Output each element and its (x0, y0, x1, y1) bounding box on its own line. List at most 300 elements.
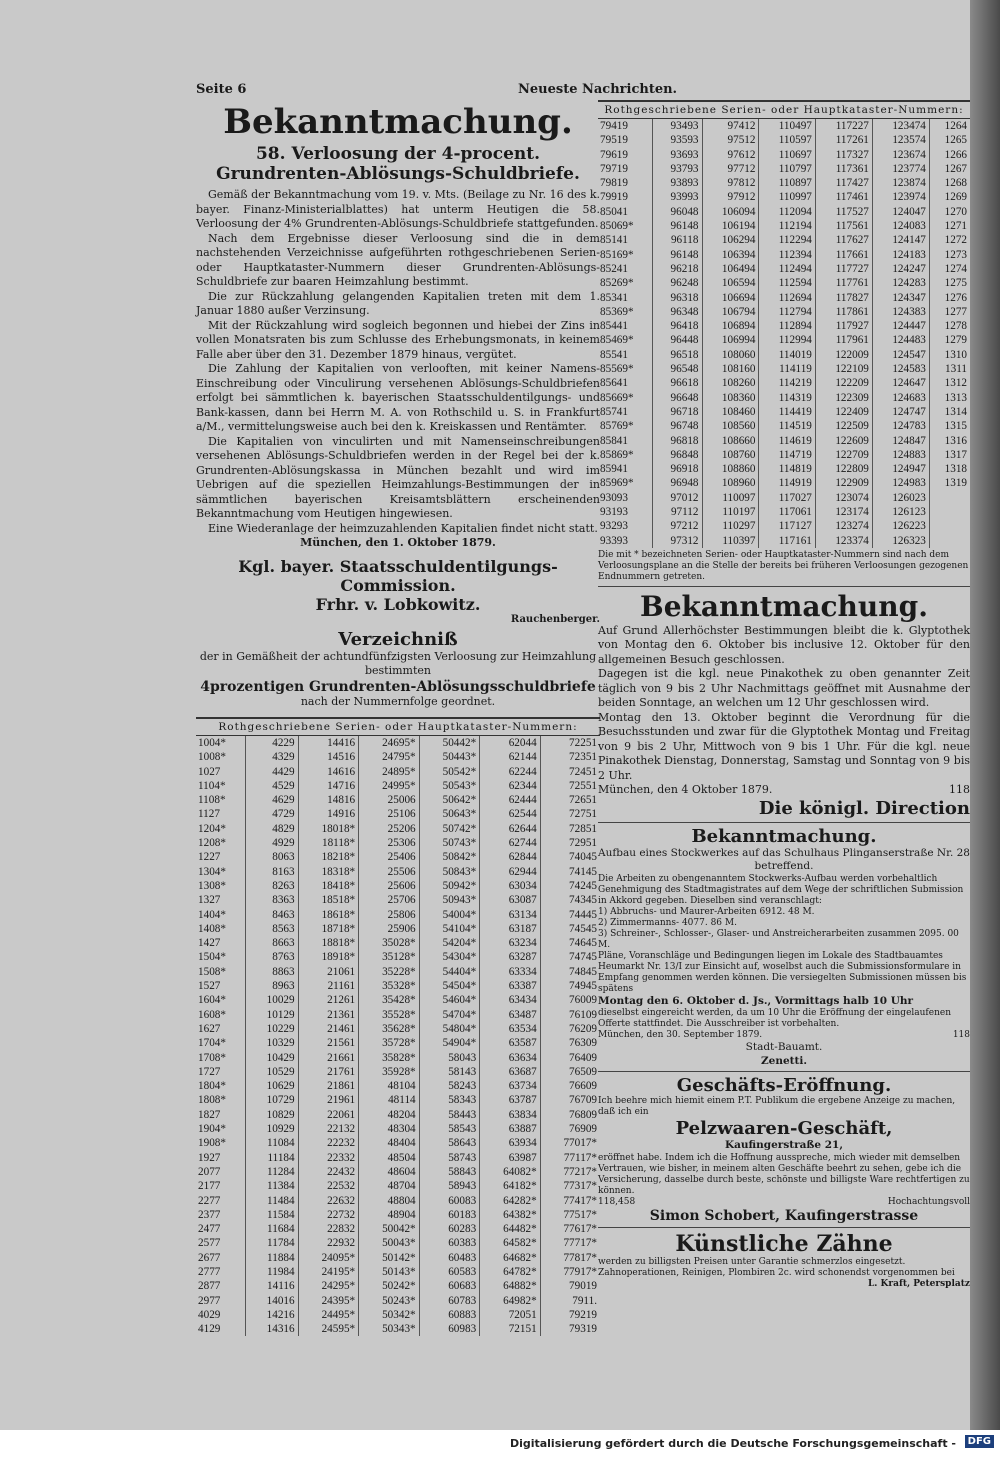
table-cell: 96818 (653, 434, 702, 448)
table-cell: 1704* (198, 1037, 226, 1050)
table-cell: 72051 (480, 1308, 541, 1322)
table-row (196, 1222, 600, 1236)
announcement-paragraph: Die zur Rückzahlung gelangenden Kapitalien treten mit dem 1. Januar 1880 außer Verzinsung. (196, 289, 600, 317)
table-cell: 48104 (359, 1079, 420, 1093)
table-cell: 1208* (198, 837, 226, 850)
table-cell: 18618* (298, 908, 359, 922)
table-cell: 114619 (759, 434, 815, 448)
table-cell: 18018* (298, 822, 359, 836)
table-cell: 108260 (702, 376, 759, 390)
table-cell: 124483 (872, 333, 929, 347)
table-cell: 35628* (359, 1022, 420, 1036)
table-cell: 1608* (198, 1008, 226, 1021)
table-cell: 2977 (198, 1294, 221, 1307)
table-row (598, 291, 970, 305)
table-cell: 110197 (702, 505, 759, 519)
table-cell: 10529 (246, 1065, 298, 1079)
table-cell: 1273 (929, 248, 970, 262)
table-cell: 85969* (600, 477, 634, 490)
table-cell: 63434 (480, 993, 541, 1007)
newspaper-name: Neueste Nachrichten. (518, 82, 678, 97)
table-cell: 64482* (480, 1222, 541, 1236)
table-cell: 8063 (246, 850, 298, 864)
table-cell: 117061 (759, 505, 815, 519)
ad3-number: 118,458 (598, 1196, 636, 1207)
table-cell: 35428* (359, 993, 420, 1007)
table-cell: 63387 (480, 979, 541, 993)
table-cell: 117227 (815, 119, 872, 133)
table-cell: 24595* (298, 1322, 359, 1336)
table-row (598, 190, 970, 204)
table-cell: 114519 (759, 419, 815, 433)
table-cell: 62044 (480, 736, 541, 750)
table-cell: 117161 (759, 534, 815, 548)
table-cell: 54904* (419, 1036, 480, 1050)
table-cell: 64782* (480, 1265, 541, 1279)
table-row (196, 993, 600, 1007)
table-cell: 54704* (419, 1008, 480, 1022)
table-cell: 122709 (815, 448, 872, 462)
table-cell: 50142* (359, 1251, 420, 1265)
table-cell: 72651 (540, 793, 600, 807)
table-cell: 74145 (540, 865, 600, 879)
table-cell: 85741 (600, 405, 628, 418)
table-cell: 122509 (815, 419, 872, 433)
table-row (196, 922, 600, 936)
table-cell: 76109 (540, 1008, 600, 1022)
table-cell: 96648 (653, 391, 702, 405)
table-row (196, 979, 600, 993)
announcement-paragraph: Die Kapitalien von vinculirten und mit Namenseinschreibungen versehenen Ablösungs-Schuldbriefen werden in der Regel bei der k. Grundrenten-Ablösungskassa in München bezahlt und wird im Uebrigen auf die speziellen Heimzahlungs-Bestimmungen der in sämmtlichen bayerischen Kreisamtsblättern erscheinenden Bekanntmachung vom Heutigen hingewiesen. (196, 434, 600, 520)
table-cell: 124383 (872, 305, 929, 319)
table-cell: 11684 (246, 1222, 298, 1236)
table-cell: 77217* (540, 1165, 600, 1179)
list-subtitle: der in Gemäßheit der achtundfünfzigsten Verloosung zur Heimzahlung bestimmten (199, 649, 597, 677)
table-cell: 1267 (929, 162, 970, 176)
table-cell: 74545 (540, 922, 600, 936)
table-cell: 60183 (419, 1208, 480, 1222)
table-cell: 96418 (653, 319, 702, 333)
table-cell: 97212 (653, 519, 702, 533)
table-cell: 1310 (929, 348, 970, 362)
table-cell: 1627 (198, 1022, 221, 1035)
table-row (196, 1208, 600, 1222)
table-cell: 108760 (702, 448, 759, 462)
table-cell: 25306 (359, 836, 420, 850)
table-cell: 85869* (600, 448, 634, 461)
table-cell: 96048 (653, 205, 702, 219)
table-cell: 4129 (198, 1323, 221, 1336)
table-cell: 96518 (653, 348, 702, 362)
table-cell: 126123 (872, 505, 929, 519)
table-cell: 1319 (929, 476, 970, 490)
table-cell: 124083 (872, 219, 929, 233)
left-number-table (196, 736, 600, 1336)
table-cell: 11984 (246, 1265, 298, 1279)
table-cell: 74245 (540, 879, 600, 893)
table-row (196, 1136, 600, 1150)
table-cell: 106094 (702, 205, 759, 219)
ad2-text: Die Arbeiten zu obengenanntem Stockwerks-Aufbau werden vorbehaltlich Genehmigung des Stadtmagistrates auf dem Wege der schriftlichen Submission in Akkord gegeben. Dieselben sind veranschlagt: (598, 873, 964, 906)
table-cell: 14216 (246, 1308, 298, 1322)
table-cell: 72551 (540, 779, 600, 793)
table-cell: 24895* (359, 765, 420, 779)
table-cell: 97312 (653, 534, 702, 548)
table-cell: 25406 (359, 850, 420, 864)
table-cell: 60683 (419, 1279, 480, 1293)
table-cell: 63187 (480, 922, 541, 936)
table-cell: 50943* (419, 893, 480, 907)
table-cell: 7911. (540, 1294, 600, 1308)
table-cell: 1204* (198, 822, 226, 835)
table-row (196, 1308, 600, 1322)
clerk-name: Rauchenberger. (510, 613, 600, 625)
table-cell: 124883 (872, 448, 929, 462)
table-cell: 93493 (653, 119, 702, 133)
table-row (196, 750, 600, 764)
table-cell: 14016 (246, 1294, 298, 1308)
table-cell: 123074 (815, 491, 872, 505)
table-cell: 117727 (815, 262, 872, 276)
table-cell: 63034 (480, 879, 541, 893)
table-cell: 106594 (702, 276, 759, 290)
table-cell: 2377 (198, 1208, 221, 1221)
ad3-text: Ich beehre mich hiemit einem P.T. Publikum die ergebene Anzeige zu machen, daß ich ein (598, 1096, 956, 1118)
table-row (598, 219, 970, 233)
table-cell: 58543 (419, 1122, 480, 1136)
ad1-number: 118 (949, 783, 970, 797)
table-row (196, 893, 600, 907)
table-cell: 1265 (929, 133, 970, 147)
table-cell: 22732 (298, 1208, 359, 1222)
table-cell: 77117* (540, 1151, 600, 1165)
table-cell: 96248 (653, 276, 702, 290)
table-cell: 58743 (419, 1151, 480, 1165)
table-cell: 8363 (246, 893, 298, 907)
table-cell: 106294 (702, 233, 759, 247)
table-cell: 106694 (702, 291, 759, 305)
table-cell: 54804* (419, 1022, 480, 1036)
table-cell: 79519 (600, 134, 628, 147)
table-cell: 14916 (298, 807, 359, 821)
table-cell: 1315 (929, 419, 970, 433)
table-cell: 72351 (540, 750, 600, 764)
table-cell: 96148 (653, 248, 702, 262)
book-spine (970, 0, 1000, 1430)
ad2-number: 118 (952, 1030, 970, 1041)
table-cell: 22432 (298, 1165, 359, 1179)
table-cell: 50242* (359, 1279, 420, 1293)
table-cell: 74645 (540, 936, 600, 950)
table-row (598, 262, 970, 276)
table-cell: 63134 (480, 908, 541, 922)
table-cell: 10729 (246, 1093, 298, 1107)
table-cell: 97412 (702, 119, 759, 133)
table-cell: 10329 (246, 1036, 298, 1050)
table-cell: 124747 (872, 405, 929, 419)
table-cell: 14616 (298, 765, 359, 779)
table-cell: 79819 (600, 177, 628, 190)
table-cell: 14116 (246, 1279, 298, 1293)
table-cell: 14316 (246, 1322, 298, 1336)
table-cell: 1708* (198, 1051, 226, 1064)
table-cell: 25706 (359, 893, 420, 907)
table-cell: 97612 (702, 148, 759, 162)
table-cell: 124283 (872, 276, 929, 290)
table-cell: 124947 (872, 462, 929, 476)
table-cell: 114719 (759, 448, 815, 462)
table-cell: 48114 (359, 1093, 420, 1107)
table-cell: 2177 (198, 1180, 221, 1193)
table-cell: 96948 (653, 476, 702, 490)
table-cell: 63834 (480, 1108, 541, 1122)
table-cell: 14816 (298, 793, 359, 807)
table-cell: 1313 (929, 391, 970, 405)
table-cell: 50342* (359, 1308, 420, 1322)
table-cell: 11584 (246, 1208, 298, 1222)
announcement-paragraph: Eine Wiederanlage der heimzuzahlenden Kapitalien findet nicht statt. (208, 521, 598, 535)
table-cell: 93293 (600, 520, 628, 533)
table-cell: 1276 (929, 291, 970, 305)
table-cell: 96548 (653, 362, 702, 376)
table-cell: 60583 (419, 1265, 480, 1279)
table-cell: 62944 (480, 865, 541, 879)
table-cell (929, 491, 970, 505)
table-cell: 48504 (359, 1151, 420, 1165)
table-cell: 62444 (480, 793, 541, 807)
table-cell: 24495* (298, 1308, 359, 1322)
table-cell: 2277 (198, 1194, 221, 1207)
table-cell: 48304 (359, 1122, 420, 1136)
table-cell: 1266 (929, 148, 970, 162)
announcement-body (196, 188, 600, 536)
table-cell: 25606 (359, 879, 420, 893)
table-cell: 93393 (600, 534, 628, 547)
table-cell: 10029 (246, 993, 298, 1007)
table-cell: 79919 (600, 191, 628, 204)
table-cell: 76009 (540, 993, 600, 1007)
table-cell: 122109 (815, 362, 872, 376)
table-row (598, 162, 970, 176)
table-row (196, 779, 600, 793)
table-cell: 60383 (419, 1236, 480, 1250)
announcement-paragraph: Die Zahlung der Kapitalien von verlooften, mit keiner Namens-Einschreibung oder Vinculirung versehenen Ablösungs-Schuldbriefen erfolgt bei sämmtlichen k. bayerischen Staatsschuldentilgungs- und Bank-kassen, dann bei Herrn M. A. von Rothschild u. S. in Frankfurt a/M., vermittelungsweise auch bei den k. Kreiskassen und Rentämter. (196, 362, 600, 433)
table-cell: 117861 (815, 305, 872, 319)
table-cell: 48804 (359, 1194, 420, 1208)
table-cell: 8563 (246, 922, 298, 936)
ad1-signature: Die königl. Direction (758, 797, 970, 819)
table-cell: 64082* (480, 1165, 541, 1179)
table-cell: 1304* (198, 865, 226, 878)
ad3-text2: eröffnet habe. Indem ich die Hoffnung ausspreche, mich wieder mit demselben Vertrauen, wie bisher, in meinem alten Geschäfte beehrt zu sehen, gebe ich die Versicherung, dasselbe durch beste, schönste und billigste Ware rechtfertigen zu können. (598, 1152, 970, 1196)
table-cell: 96748 (653, 419, 702, 433)
table-cell: 110297 (702, 519, 759, 533)
table-cell: 74745 (540, 950, 600, 964)
ad1-title: Bekanntmachung. (640, 589, 928, 623)
table-cell: 85469* (600, 334, 634, 347)
ad3-name: Simon Schobert, Kaufingerstrasse (649, 1207, 919, 1224)
table-cell: 106394 (702, 248, 759, 262)
table-cell: 110597 (759, 133, 815, 147)
table-cell: 96918 (653, 462, 702, 476)
table-cell: 1408* (198, 922, 226, 935)
table-row (196, 736, 600, 750)
table-cell: 21761 (298, 1065, 359, 1079)
list-subtitle-bold: 4prozentigen Grundrenten-Ablösungsschuldbriefe (200, 678, 596, 695)
ad2-title: Bekanntmachung. (691, 825, 877, 847)
table-cell: 18318* (298, 865, 359, 879)
table-cell: 1269 (929, 190, 970, 204)
table-cell: 50243* (359, 1294, 420, 1308)
table-cell: 58043 (419, 1051, 480, 1065)
table-cell: 1312 (929, 376, 970, 390)
table-cell: 35128* (359, 950, 420, 964)
table-cell: 62744 (480, 836, 541, 850)
table-cell: 106494 (702, 262, 759, 276)
table-cell: 124683 (872, 391, 929, 405)
table-cell: 77917* (540, 1265, 600, 1279)
right-column (598, 100, 970, 1290)
table-cell: 117361 (815, 162, 872, 176)
footer-credit: Digitalisierung gefördert durch die Deutsche Forschungsgemeinschaft - (509, 1437, 956, 1450)
table-cell: 117527 (815, 205, 872, 219)
table-cell: 74445 (540, 908, 600, 922)
table-row (196, 1236, 600, 1250)
table-cell: 74845 (540, 965, 600, 979)
table-cell: 35228* (359, 965, 420, 979)
ad1-text: Auf Grund Allerhöchster Bestimmungen bleibt die k. Glyptothek von Montag den 6. Oktober bis inclusive 12. Oktober für den allgemeinen Besuch geschlossen. (598, 623, 970, 666)
table-cell: 60983 (419, 1322, 480, 1336)
table-cell: 1527 (198, 980, 221, 993)
table-cell: 117327 (815, 148, 872, 162)
table-cell: 74345 (540, 893, 600, 907)
table-cell: 93993 (653, 190, 702, 204)
table-row (598, 376, 970, 390)
table-cell: 1316 (929, 434, 970, 448)
table-cell: 8463 (246, 908, 298, 922)
table-cell: 122409 (815, 405, 872, 419)
table-cell: 8863 (246, 965, 298, 979)
table-cell: 2077 (198, 1165, 221, 1178)
table-cell: 1508* (198, 965, 226, 978)
table-cell: 124983 (872, 476, 929, 490)
table-cell: 25906 (359, 922, 420, 936)
table-row (196, 1079, 600, 1093)
table-cell: 63734 (480, 1079, 541, 1093)
table-row (196, 822, 600, 836)
table-cell: 63334 (480, 965, 541, 979)
table-cell: 50143* (359, 1265, 420, 1279)
table-row (598, 205, 970, 219)
table-cell: 117261 (815, 133, 872, 147)
table-cell: 18718* (298, 922, 359, 936)
table-cell: 122009 (815, 348, 872, 362)
table-cell: 76809 (540, 1108, 600, 1122)
table-cell: 1008* (198, 751, 226, 764)
left-column (196, 100, 600, 1336)
table-cell: 124347 (872, 291, 929, 305)
table-row (598, 519, 970, 533)
table-row (598, 119, 970, 133)
table-cell: 48204 (359, 1108, 420, 1122)
table-cell: 96218 (653, 262, 702, 276)
table-cell: 58943 (419, 1179, 480, 1193)
table-cell: 18118* (298, 836, 359, 850)
table-cell: 85569* (600, 363, 634, 376)
table-row (598, 276, 970, 290)
table-cell: 124247 (872, 262, 929, 276)
table-cell: 11484 (246, 1194, 298, 1208)
table-cell: 110497 (759, 119, 815, 133)
table-cell: 106994 (702, 333, 759, 347)
table-cell: 124647 (872, 376, 929, 390)
table-cell: 108360 (702, 391, 759, 405)
table-cell: 24395* (298, 1294, 359, 1308)
table-cell: 8263 (246, 879, 298, 893)
table-cell: 72151 (480, 1322, 541, 1336)
list-subtitle-order: nach der Nummernfolge geordnet. (300, 694, 496, 708)
table-cell: 124847 (872, 434, 929, 448)
table-cell: 58843 (419, 1165, 480, 1179)
table-cell: 1318 (929, 462, 970, 476)
table-cell: 106794 (702, 305, 759, 319)
table-cell: 79719 (600, 162, 628, 175)
table-cell: 106894 (702, 319, 759, 333)
table-cell: 24195* (298, 1265, 359, 1279)
table-cell: 58643 (419, 1136, 480, 1150)
table-cell: 79319 (540, 1322, 600, 1336)
table-row (598, 233, 970, 247)
table-cell: 10629 (246, 1079, 298, 1093)
table-cell: 54304* (419, 950, 480, 964)
table-cell: 85241 (600, 262, 628, 275)
table-cell: 117127 (759, 519, 815, 533)
table-cell: 14516 (298, 750, 359, 764)
table-cell: 97812 (702, 176, 759, 190)
table-cell: 124783 (872, 419, 929, 433)
table-cell: 63987 (480, 1151, 541, 1165)
table-row (598, 476, 970, 490)
table-cell: 1268 (929, 176, 970, 190)
table-row (196, 1265, 600, 1279)
table-row (598, 391, 970, 405)
ad2-item-2: 2) Zimmermanns- 4077. 86 M. (598, 917, 737, 928)
table-cell: 63887 (480, 1122, 541, 1136)
table-cell: 63787 (480, 1093, 541, 1107)
table-cell: 76409 (540, 1051, 600, 1065)
table-cell: 18418* (298, 879, 359, 893)
table-cell: 123474 (872, 119, 929, 133)
right-table-caption: Rothgeschriebene Serien- oder Hauptkataster-Nummern: (598, 100, 970, 119)
table-cell: 4829 (246, 822, 298, 836)
table-cell: 1277 (929, 305, 970, 319)
table-cell: 50743* (419, 836, 480, 850)
table-cell: 1027 (198, 765, 221, 778)
table-cell: 35528* (359, 1008, 420, 1022)
table-cell: 112094 (759, 205, 815, 219)
table-cell: 64982* (480, 1294, 541, 1308)
table-cell: 54604* (419, 993, 480, 1007)
table-cell: 14416 (298, 736, 359, 750)
table-cell: 85341 (600, 291, 628, 304)
table-cell: 1275 (929, 276, 970, 290)
table-cell (929, 505, 970, 519)
table-row (196, 1165, 600, 1179)
table-row (598, 462, 970, 476)
table-cell: 122309 (815, 391, 872, 405)
table-cell: 85141 (600, 234, 628, 247)
table-cell: 77817* (540, 1251, 600, 1265)
